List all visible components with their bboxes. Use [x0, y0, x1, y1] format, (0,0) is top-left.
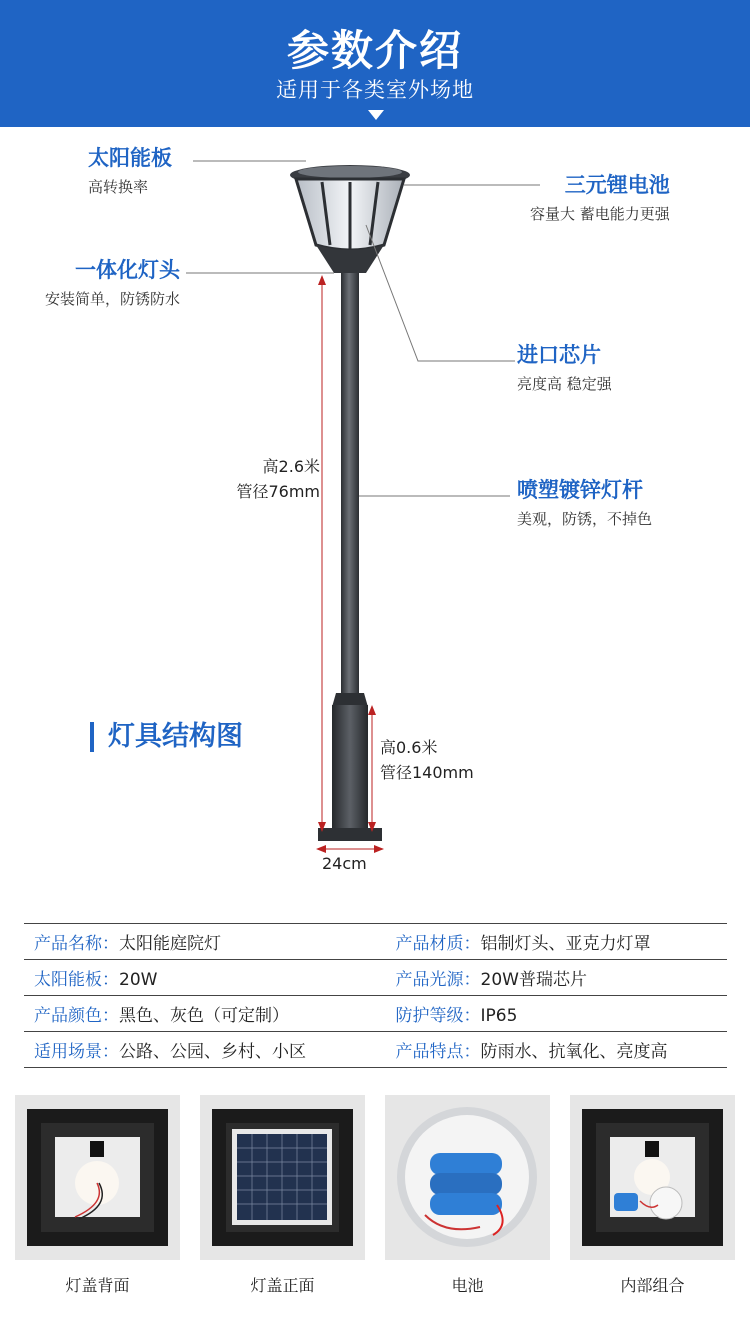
spec-label: 产品颜色： [34, 1006, 119, 1026]
pole-diameter-label: 管径76mm [236, 482, 320, 501]
callout-pole [517, 474, 652, 529]
spec-label: 产品材质： [395, 934, 481, 954]
spec-value: 太阳能庭院灯 [119, 934, 221, 954]
photo-caption: 灯盖正面 [250, 1276, 315, 1295]
lamp-pole [341, 273, 359, 693]
page-subtitle: 适用于各类室外场地 [276, 78, 474, 102]
callout-desc: 美观，防锈，不掉色 [517, 510, 653, 528]
spec-row [24, 996, 727, 1032]
detail-photos [0, 1095, 750, 1317]
down-arrow-icon [368, 110, 384, 120]
spec-value: 黑色、灰色（可定制） [119, 1006, 289, 1026]
callout-title: 喷塑镀锌灯杆 [517, 478, 643, 502]
spec-label: 防护等级： [395, 1006, 481, 1026]
photo-cover-front [200, 1095, 365, 1260]
photo-cover-back [15, 1095, 180, 1260]
spec-value: 公路、公园、乡村、小区 [119, 1042, 306, 1062]
spec-cell [376, 965, 728, 990]
pole-dimension [232, 454, 320, 504]
spec-value: 铝制灯头、亚克力灯罩 [480, 934, 651, 954]
spec-row [24, 1032, 727, 1068]
spec-cell [376, 1037, 728, 1062]
callout-lamp-head [20, 254, 180, 309]
base-dimension [380, 735, 474, 785]
spec-row [24, 924, 727, 960]
callout-chip [517, 339, 612, 394]
spec-cell [376, 929, 728, 954]
header-banner [0, 0, 750, 127]
spec-table [24, 923, 727, 1068]
callout-desc: 亮度高 稳定强 [517, 375, 612, 393]
photo-caption: 灯盖背面 [65, 1276, 130, 1295]
lamp-base [332, 705, 368, 830]
callout-desc: 安装简单，防锈防水 [44, 290, 180, 308]
callout-title: 进口芯片 [517, 343, 601, 367]
spec-value: 20W [119, 970, 158, 990]
callout-title: 太阳能板 [88, 146, 172, 170]
base-height-label: 高0.6米 [380, 738, 438, 757]
spec-cell [24, 929, 376, 954]
photo-caption: 电池 [451, 1276, 484, 1295]
spec-cell [24, 965, 376, 990]
spec-cell [24, 1001, 376, 1026]
page-title: 参数介绍 [286, 26, 463, 75]
photo-internal [570, 1095, 735, 1260]
spec-label: 适用场景： [34, 1042, 119, 1062]
spec-value: IP65 [480, 1006, 518, 1026]
callout-desc: 容量大 蓄电能力更强 [530, 205, 670, 223]
spec-row [24, 960, 727, 996]
callout-battery [530, 169, 670, 224]
spec-value: 防雨水、抗氧化、亮度高 [480, 1042, 668, 1062]
lamp-structure-diagram [0, 127, 750, 900]
spec-label: 产品光源： [395, 970, 481, 990]
photo-battery [385, 1095, 550, 1260]
spec-label: 产品名称： [34, 934, 119, 954]
spec-label: 太阳能板： [34, 970, 119, 990]
spec-cell [376, 1001, 728, 1026]
spec-value: 20W普瑞芯片 [480, 970, 587, 990]
photo-caption: 内部组合 [620, 1276, 685, 1295]
pole-height-label: 高2.6米 [262, 457, 320, 476]
base-diameter-label: 管径140mm [380, 763, 474, 782]
lamp-head [290, 165, 410, 273]
callout-solar-panel [88, 142, 172, 197]
spec-cell [24, 1037, 376, 1062]
spec-label: 产品特点： [395, 1042, 481, 1062]
section-heading: 灯具结构图 [90, 722, 243, 752]
base-width-label: 24cm [322, 854, 367, 873]
callout-title: 三元锂电池 [564, 173, 670, 197]
callout-title: 一体化灯头 [75, 258, 180, 282]
callout-desc: 高转换率 [88, 178, 149, 196]
